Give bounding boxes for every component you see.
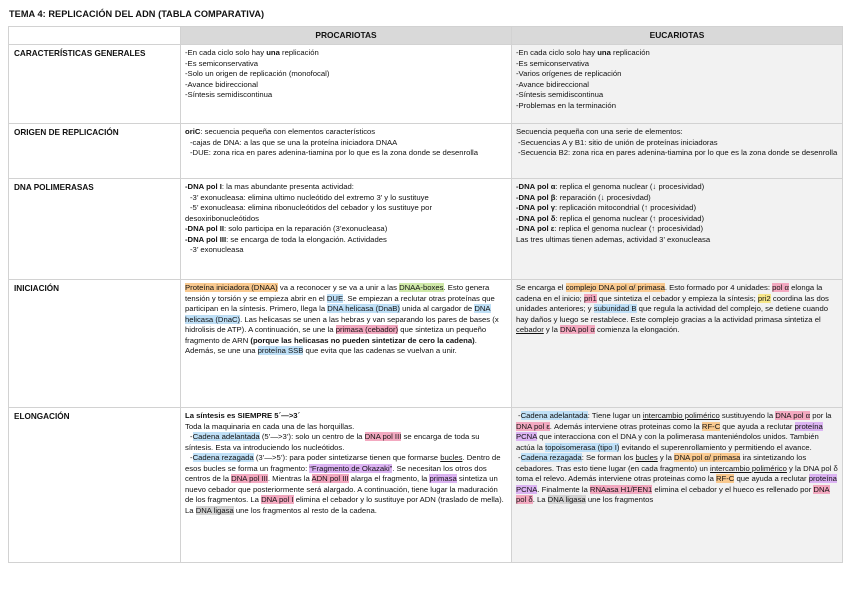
text-line: -Problemas en la terminación [516, 100, 616, 110]
paragraph: Se encarga el complejo DNA pol α/ primasa. Esto formado por 4 unidades: pol α elonga la cadena en el inicio; pri1 que sintetiza el cebador y empieza la síntesis; pri2 coordina las dos unidades anteriores; y subunidad B que regula la actividad del complejo, se detiene cuando hay daños y luego se restablece. Este complejo gracias a la actividad primasa sintetiza el cebador y la DNA pol α comienza la elongación. [516, 283, 829, 334]
procariotas-cell [181, 45, 512, 124]
text-line: -Secuencia B2: zona rica en pares adenina-tiamina por lo que es la zona donde se desenrolla [518, 148, 838, 157]
eucariotas-cell [512, 45, 843, 124]
header-eucariotas: EUCARIOTAS [512, 27, 843, 45]
eucariotas-cell [512, 280, 843, 408]
table-row [9, 45, 843, 124]
text-line: -Secuencias A y B1: sitio de unión de proteínas iniciadoras [518, 137, 718, 147]
text-line: -5’ exonucleasa: elimina ribonucleótidos del cebador y los sustituye por desoxiribonucleótidos [185, 203, 433, 223]
procariotas-cell [181, 124, 512, 179]
text-line: -Síntesis semidiscontinua [516, 90, 604, 99]
text-line: -Avance bidireccional [185, 79, 258, 89]
text-line: -3’ exonucleasa: elimina ultimo nucleótido del extremo 3’ y lo sustituye [190, 192, 429, 202]
text-line: La síntesis es SIEMPRE 5´—>3´ [185, 411, 301, 420]
text-line: -Solo un origen de replicación (monofocal) [185, 69, 330, 78]
procariotas-cell [181, 408, 512, 563]
row-label: ELONGACIÓN [9, 408, 181, 563]
row-label: INICIACIÓN [9, 280, 181, 408]
text-line: Las tres ultimas tienen ademas, actividad 3’ exonucleasa [516, 234, 711, 244]
eucariotas-cell [512, 179, 843, 280]
text-line: -DNA pol II: solo participa en la reparación (3’exonucleasa) [185, 224, 388, 233]
table-header-row [9, 27, 843, 45]
document-title: TEMA 4: REPLICACIÓN DEL ADN (TABLA COMPARATIVA) [9, 9, 265, 19]
eucariotas-cell [512, 408, 843, 563]
paragraph: Proteína iniciadora (DNAA) va a reconocer y se va a unir a las DNAA-boxes. Esto genera tensión y torsión y se empieza abrir en el DUE. Se empiezan a reclutar otras proteínas que participan en la síntesis. Primero, llega la DNA helicasa (DnaB) unida al cargador de DNA helicasa (DnaC). Las helicasas se unen a las hebras y van separando los pares de bases (x hidrolisis de ATP). A continuación, se une la primasa (cebador) que sintetiza un pequeño fragmento de ARN (porque las helicasas no pueden sintetizar de cero la cadena). Además, se une una proteína SSB que evita que las cadenas se vuelvan a unir. [185, 283, 499, 355]
row-label: CARACTERÍSTICAS GENERALES [9, 45, 181, 124]
eucariotas-cell [512, 124, 843, 179]
header-corner-cell [9, 27, 181, 45]
text-line: -Avance bidireccional [516, 79, 589, 89]
text-line: -cajas de DNA: a las que se una la proteína iniciadora DNAA [190, 137, 398, 147]
table-row [9, 408, 843, 563]
text-line: Toda la maquinaria en cada una de las horquillas. [185, 421, 355, 431]
text-line: -DNA pol III: se encarga de toda la elongación. Actividades [185, 234, 387, 244]
comparison-table [8, 26, 843, 563]
header-procariotas: PROCARIOTAS [181, 27, 512, 45]
text-line: -Es semiconservativa [516, 58, 590, 68]
text-line: -DNA pol α: replica el genoma nuclear (↓ procesividad) [516, 182, 705, 191]
text-line: -Varios orígenes de replicación [516, 69, 622, 78]
row-label: ORIGEN DE REPLICACIÓN [9, 124, 181, 179]
text-line: -DNA pol I: la mas abundante presenta actividad: [185, 182, 354, 191]
text-line: -Es semiconservativa [185, 58, 259, 68]
table-row [9, 179, 843, 280]
row-label: DNA POLIMERASAS [9, 179, 181, 280]
paragraph: -Cadena adelantada (5’—>3’): solo un centro de la DNA pol III se encarga de toda su síntesis. Esta va introduciendo los nucleótidos. [185, 432, 480, 452]
text-line: -DNA pol δ: replica el genoma nuclear (↑ procesividad) [516, 213, 705, 223]
paragraph: -Cadena rezagada (3’—>5’): para poder sintetizarse tienen que formarse bucles. Dentro de esos bucles se forma un fragmento: “Fragmento de Okazaki”. Se necesitan los otros dos centros de la DNA pol III. Mientras la ADN pol III alarga el fragmento, la primasa sintetiza un nuevo cebador que posteriormente será alargado. A continuación, tiene lugar la maduración de los fragmentos. La DNA pol I elimina el cebador y lo sustituye por ADN (traslado de mella). La DNA ligasa une los fragmentos al resto de la cadena. [185, 453, 504, 515]
table-row [9, 280, 843, 408]
procariotas-cell [181, 179, 512, 280]
text-line: -DNA pol β: reparación (↓ procesivdad) [516, 192, 651, 202]
paragraph: -Cadena adelantada: Tiene lugar un intercambio polimérico sustituyendo la DNA pol α por la DNA pol ε. Además interviene otras proteinas como la RF-C que ayuda a reclutar proteína PCNA que interacciona con el DNA y con la polimerasa manteniéndolos unidos. También actúa la topoisomerasa (tipo I) evitando el superenrollamiento y permitiendo el avance. [516, 411, 832, 452]
text-line: -DUE: zona rica en pares adenina-tiamina por lo que es la zona donde se desenrolla [190, 148, 479, 157]
paragraph: -Cadena rezagada: Se forman los bucles y la DNA pol α/ primasa ira sintetizando los cebadores. Tras esto tiene lugar (en cada fragmento) un intercambio polimérico y la DNA pol δ toma el relevo. Además interviene otras proteinas como la RF-C que ayuda a reclutar proteína PCNA. Finalmente la RNAasa H1/FEN1 elimina el cebador y el hueco es rellenado por DNA pol δ. La DNA ligasa une los fragmentos [516, 453, 838, 504]
table-row [9, 124, 843, 179]
text-line: -DNA pol ε: replica el genoma nuclear (↑ procesividad) [516, 224, 704, 233]
text-line: -DNA pol γ: replicación mitocondrial (↑ procesividad) [516, 203, 697, 212]
procariotas-cell [181, 280, 512, 408]
text-line: oriC: secuencia pequeña con elementos característicos [185, 127, 376, 136]
text-line: -En cada ciclo solo hay una replicación [516, 48, 650, 57]
text-line: -3’ exonucleasa [190, 245, 244, 254]
text-line: -En cada ciclo solo hay una replicación [185, 48, 319, 57]
text-line: Secuencia pequeña con una serie de elementos: [516, 127, 683, 136]
text-line: -Síntesis semidiscontinua [185, 90, 273, 99]
